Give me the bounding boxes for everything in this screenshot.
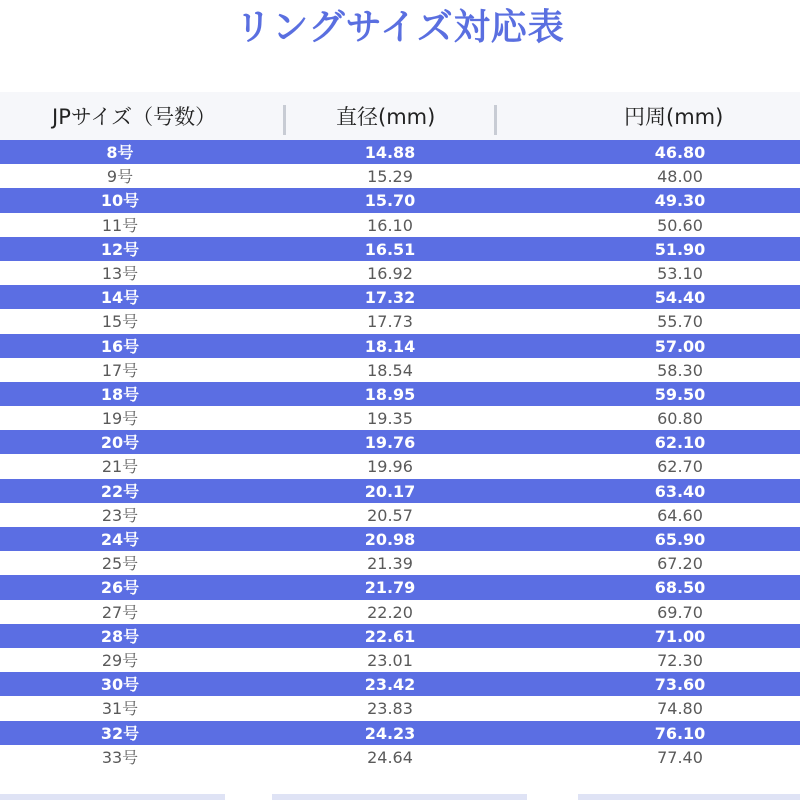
size-cell: 18号 [100,384,140,404]
diameter-cell: 19.35 [367,409,413,429]
circumference-cell: 53.10 [657,263,703,283]
diameter-cell: 18.95 [364,384,416,404]
diameter-cell: 19.96 [367,457,413,477]
table-row [0,479,800,503]
table-row [0,213,800,237]
table-row [0,551,800,575]
diameter-cell: 17.32 [364,288,416,308]
table-row [0,382,800,406]
size-cell: 14号 [100,288,140,308]
table-row [0,261,800,285]
diameter-cell: 24.23 [364,723,416,743]
header-size: JPサイズ（号数） [52,105,217,129]
circumference-cell: 68.50 [654,578,706,598]
circumference-cell: 64.60 [657,505,703,525]
table-row [0,624,800,648]
size-cell: 24号 [100,530,140,549]
size-cell: 29号 [101,650,139,670]
table-row [0,527,800,551]
header-circumference: 円周(mm) [624,105,724,129]
circumference-cell: 62.70 [657,457,703,477]
diameter-cell: 23.83 [367,699,413,719]
diameter-cell: 24.64 [367,747,413,767]
circumference-cell: 60.80 [657,409,703,429]
circumference-cell: 69.70 [657,602,703,622]
circumference-cell: 49.30 [654,191,706,211]
diameter-cell: 18.14 [364,336,416,356]
table-row [0,648,800,672]
size-cell: 15号 [101,312,139,332]
header-divider-1 [283,105,286,135]
size-cell: 26号 [100,578,140,598]
table-row [0,309,800,333]
circumference-cell: 55.70 [657,312,703,332]
table-row [0,430,800,454]
diameter-cell: 21.79 [364,578,416,598]
table-row [0,164,800,188]
circumference-cell: 63.40 [654,481,706,501]
circumference-cell: 50.60 [657,215,703,235]
size-cell: 23号 [101,505,139,525]
diameter-cell: 20.17 [364,481,416,501]
circumference-cell: 73.60 [654,675,706,695]
diameter-cell: 16.51 [364,239,416,259]
circumference-cell: 54.40 [654,288,706,308]
table-row [0,721,800,745]
circumference-cell: 51.90 [654,239,706,259]
table-row [0,454,800,478]
diameter-cell: 14.88 [364,143,416,162]
bottom-strip-left [0,794,225,800]
size-cell: 17号 [101,360,139,380]
diameter-cell: 19.76 [364,433,416,453]
size-cell: 22号 [100,481,140,501]
circumference-cell: 58.30 [657,360,703,380]
diameter-cell: 16.10 [367,215,413,235]
size-cell: 9号 [106,167,134,187]
size-cell: 13号 [101,263,139,283]
table-row [0,285,800,309]
bottom-strip-middle [272,794,527,800]
table-row [0,140,800,164]
size-cell: 10号 [100,191,140,211]
table-row [0,237,800,261]
table-row [0,406,800,430]
size-cell: 11号 [101,215,139,235]
header-divider-2 [494,105,497,135]
circumference-cell: 59.50 [654,384,706,404]
size-cell: 31号 [101,699,139,719]
diameter-cell: 21.39 [367,554,413,574]
diameter-cell: 15.70 [364,191,416,211]
size-cell: 25号 [101,554,139,574]
header-diameter: 直径(mm) [336,105,436,129]
table-row [0,575,800,599]
circumference-cell: 48.00 [657,167,703,187]
table-row [0,672,800,696]
size-cell: 12号 [100,239,140,259]
table-row [0,188,800,212]
table-row [0,745,800,769]
circumference-cell: 62.10 [654,433,706,453]
circumference-cell: 46.80 [654,143,706,162]
size-cell: 8号 [106,143,134,162]
size-cell: 21号 [101,457,139,477]
diameter-cell: 20.57 [367,505,413,525]
size-cell: 27号 [101,602,139,622]
size-cell: 28号 [100,626,140,646]
table-row [0,503,800,527]
table-header [0,92,800,140]
size-cell: 19号 [101,409,139,429]
diameter-cell: 20.98 [364,530,416,549]
bottom-strip-right [578,794,800,800]
diameter-cell: 22.20 [367,602,413,622]
size-cell: 30号 [100,675,140,695]
size-table-body [0,140,800,769]
circumference-cell: 72.30 [657,650,703,670]
diameter-cell: 18.54 [367,360,413,380]
diameter-cell: 16.92 [367,263,413,283]
circumference-cell: 77.40 [657,747,703,767]
size-cell: 33号 [101,747,139,767]
diameter-cell: 23.42 [364,675,416,695]
circumference-cell: 74.80 [657,699,703,719]
circumference-cell: 71.00 [654,626,706,646]
size-cell: 20号 [100,433,140,453]
diameter-cell: 23.01 [367,650,413,670]
diameter-cell: 22.61 [364,626,416,646]
circumference-cell: 65.90 [654,530,706,549]
table-row [0,358,800,382]
table-row [0,600,800,624]
size-cell: 16号 [100,336,140,356]
diameter-cell: 17.73 [367,312,413,332]
page-title: リングサイズ対応表 [235,7,565,48]
size-cell: 32号 [100,723,140,743]
circumference-cell: 57.00 [654,336,706,356]
table-row [0,696,800,720]
table-row [0,334,800,358]
circumference-cell: 67.20 [657,554,703,574]
circumference-cell: 76.10 [654,723,706,743]
diameter-cell: 15.29 [367,167,413,187]
